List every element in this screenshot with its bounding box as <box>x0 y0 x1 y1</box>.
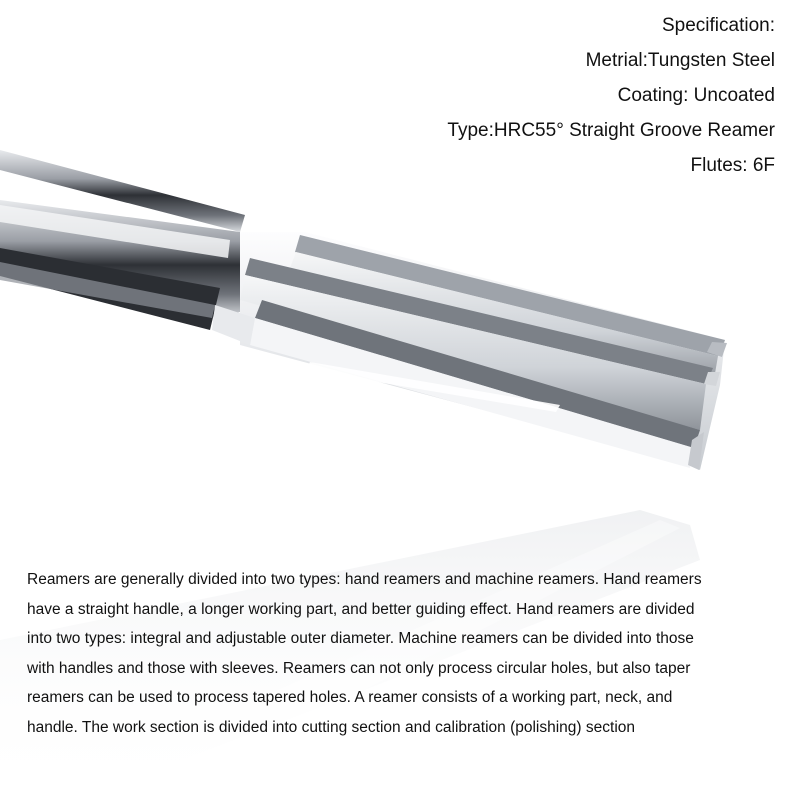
spec-type: Type:HRC55° Straight Groove Reamer <box>447 120 775 141</box>
description-line: with handles and those with sleeves. Reamers can not only process circular holes, but also taper <box>27 659 691 677</box>
description-line: into two types: integral and adjustable outer diameter. Machine reamers can be divided into those <box>27 630 694 647</box>
description-line: Reamers are generally divided into two types: hand reamers and machine reamers. Hand reamers <box>27 571 702 588</box>
spec-heading: Specification: <box>661 15 775 36</box>
description-line: reamers can be used to process tapered holes. A reamer consists of a working part, neck, and <box>27 689 673 706</box>
description-line: handle. The work section is divided into cutting section and calibration (polishing) section <box>27 718 636 736</box>
description-paragraph <box>27 565 777 742</box>
spec-coating: Coating: Uncoated <box>617 85 775 106</box>
spec-material: Metrial:Tungsten Steel <box>585 50 775 71</box>
spec-flutes: Flutes: 6F <box>690 155 775 176</box>
specification-block <box>447 8 775 183</box>
description-line: have a straight handle, a longer working part, and better guiding effect. Hand reamers are divided <box>27 600 695 618</box>
